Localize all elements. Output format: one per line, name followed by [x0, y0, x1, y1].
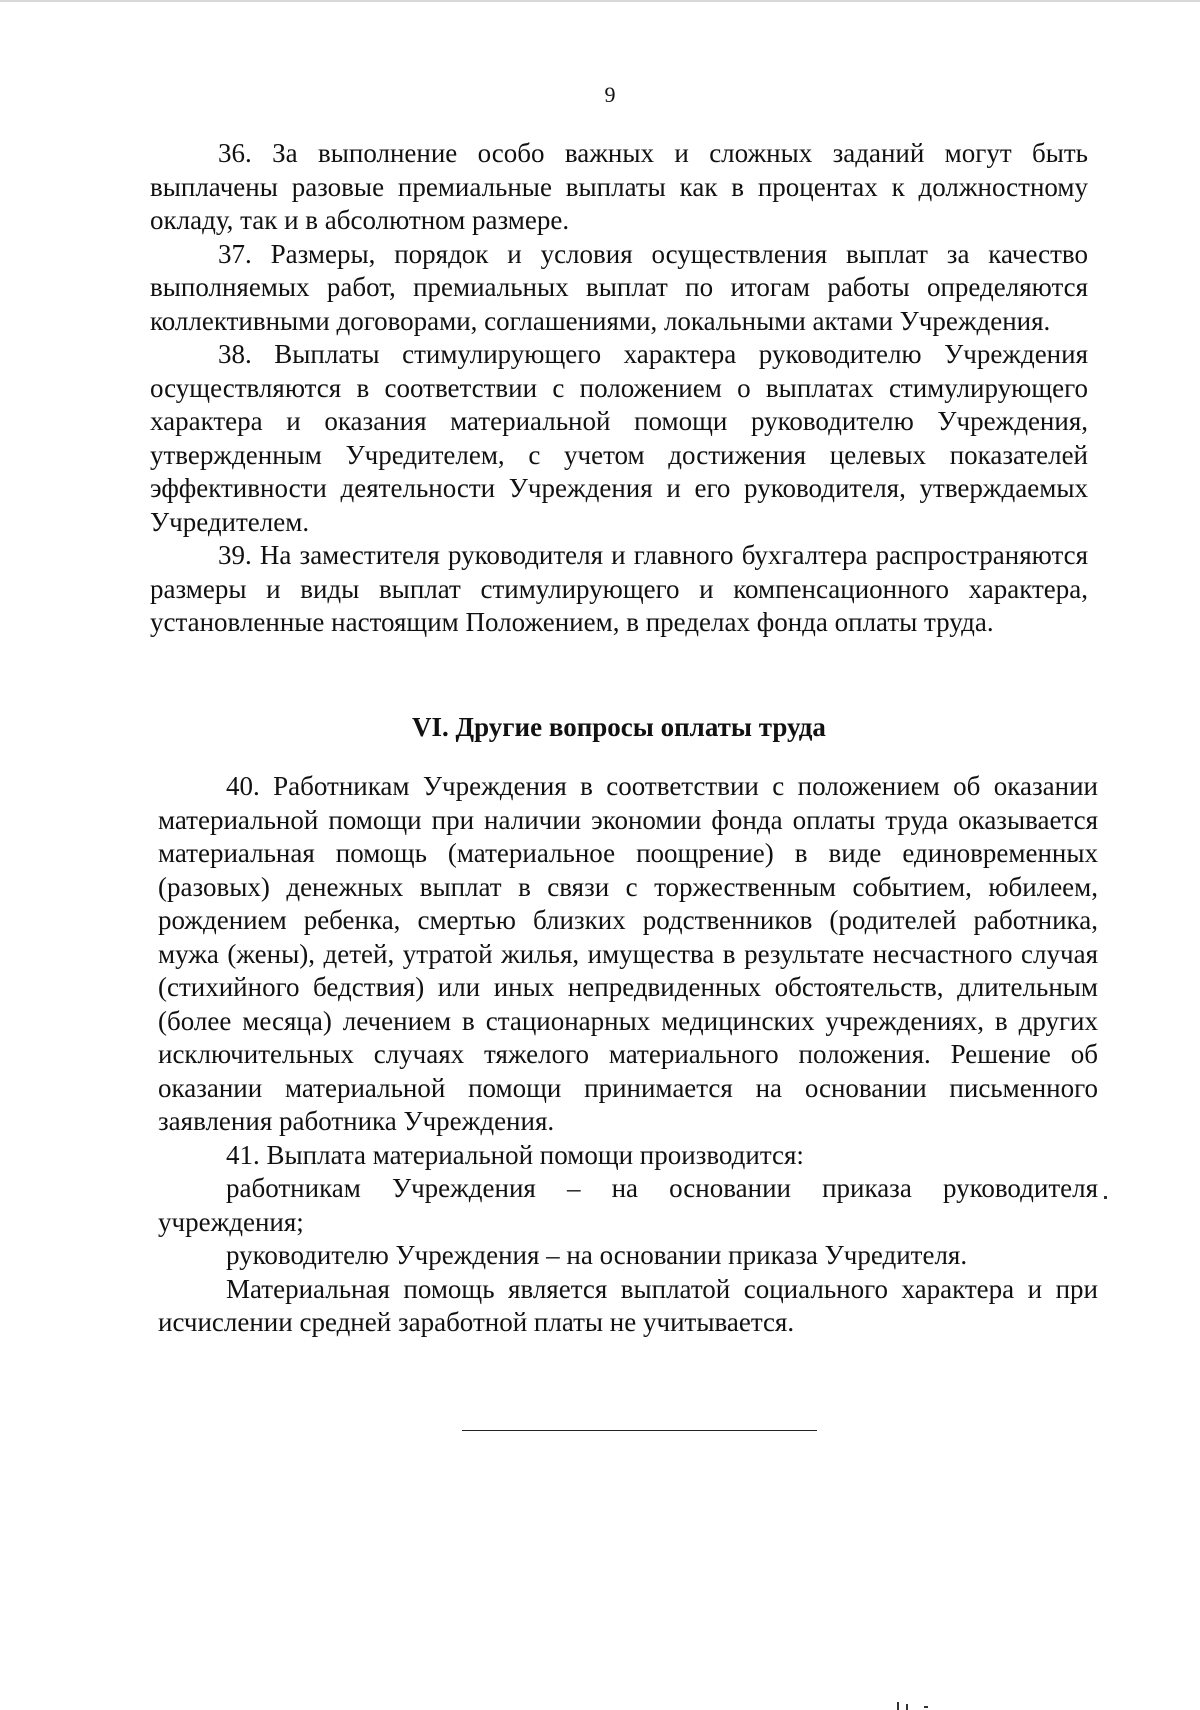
scan-speck — [906, 1704, 908, 1710]
scan-speck — [1104, 1196, 1107, 1199]
paragraph-40: 40. Работникам Учреждения в соответствии с положением об оказании материальной помощи при наличии экономии фонда оплаты труда оказывается материальная помощь (материальное поощрение) в виде единовременных (разовых) денежных выплат в связи с торжественным событием, юбилеем, рождением ребенка, смертью близких родственников (родителей работника, мужа (жены), детей, утратой жилья, имущества в результате несчастного случая (стихийного бедствия) или иных непредвиденных обстоятельств, длительным (более месяца) лечением в стационарных медицинских учреждениях, в других исключительных случаях тяжелого материального положения. Решение об оказании материальной помощи принимается на основании письменного заявления работника Учреждения. — [158, 771, 1098, 1136]
paragraph-38: 38. Выплаты стимулирующего характера руководителю Учреждения осуществляются в соответствии с положением о выплатах стимулирующего характера и оказания материальной помощи руководителю Учреждения, утвержденным Учредителем, с учетом достижения целевых показателей эффективности деятельности Учреждения и его руководителя, утверждаемых Учредителем. — [150, 339, 1088, 537]
scan-top-edge — [0, 0, 1200, 2]
paragraph-39: 39. На заместителя руководителя и главного бухгалтера распространяются размеры и виды выплат стимулирующего и компенсационного характера, установленные настоящим Положением, в пределах фонда оплаты труда. — [150, 540, 1088, 637]
paragraphs-top — [150, 137, 1088, 640]
paragraph-41-item-employees: работникам Учреждения – на основании приказа руководителя учреждения; — [158, 1173, 1098, 1237]
scan-speck — [924, 1706, 928, 1708]
paragraph-41-note: Материальная помощь является выплатой социального характера и при исчислении средней заработной платы не учитывается. — [158, 1273, 1098, 1337]
paragraphs-bottom — [158, 770, 1098, 1340]
scan-speck — [897, 1702, 899, 1710]
page-number: 9 — [604, 82, 616, 107]
section-heading: VI. Другие вопросы оплаты труда — [412, 712, 826, 742]
paragraph-41: 41. Выплата материальной помощи производится: — [226, 1139, 804, 1170]
end-of-text-rule — [462, 1430, 817, 1431]
paragraph-36: 36. За выполнение особо важных и сложных заданий могут быть выплачены разовые премиальные выплаты как в процентах к должностному окладу, так и в абсолютном размере. — [150, 138, 1088, 235]
paragraph-37: 37. Размеры, порядок и условия осуществления выплат за качество выполняемых работ, премиальных выплат по итогам работы определяются коллективными договорами, соглашениями, локальными актами Учреждения. — [150, 238, 1088, 336]
paragraph-41-item-head: руководителю Учреждения – на основании приказа Учредителя. — [226, 1240, 968, 1270]
